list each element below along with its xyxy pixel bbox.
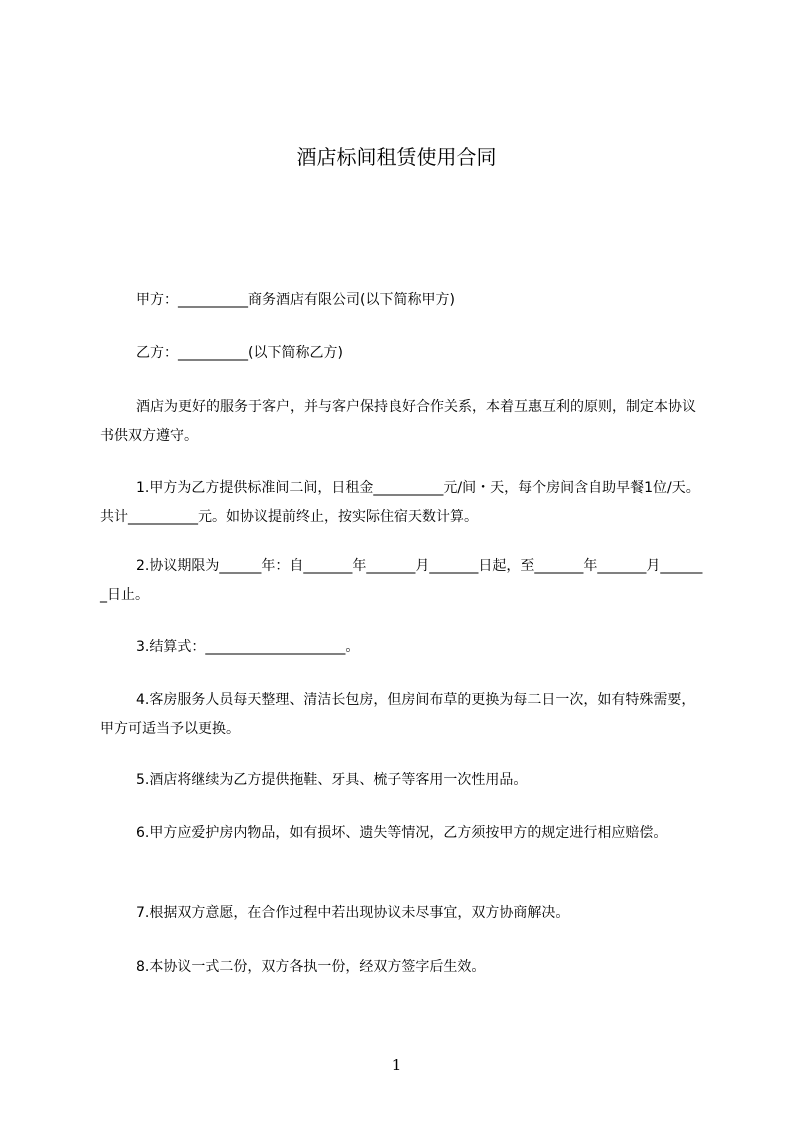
- page-number: 1: [391, 1056, 402, 1074]
- document-title: 酒店标间租赁使用合同: [296, 145, 497, 169]
- clause-4-paragraph: 4.客房服务人员每天整理、清洁长包房，但房间布草的更换为每二日一次，如有特殊需要，甲方可适当予以更换。: [100, 692, 696, 737]
- clause-1-paragraph: 1.甲方为乙方提供标准间二间，日租金__________元/间・天，每个房间含自助早餐1位/天。共计__________元。如协议提前终止，按实际住宿天数计算。: [100, 480, 700, 525]
- party-a-line: 甲方：__________商务酒店有限公司(以下简称甲方): [136, 292, 455, 308]
- preamble-paragraph: 酒店为更好的服务于客户，并与客户保持良好合作关系，本着互惠互利的原则，制定本协议书供双方遵守。: [100, 399, 696, 444]
- clause-5-paragraph: 5.酒店将继续为乙方提供拖鞋、牙具、梳子等客用一次性用品。: [136, 772, 528, 788]
- party-b-line: 乙方：__________(以下简称乙方): [136, 345, 343, 361]
- clause-2-paragraph: 2.协议期限为______年：自_______年_______月_______日起，至_______年_______月_______日止。: [100, 558, 703, 603]
- clause-6-paragraph: 6.甲方应爱护房内物品，如有损坏、遗失等情况，乙方须按甲方的规定进行相应赔偿。: [136, 825, 668, 841]
- clause-7-paragraph: 7.根据双方意愿，在合作过程中若出现协议未尽事宜，双方协商解决。: [136, 905, 570, 921]
- clause-8-paragraph: 8.本协议一式二份，双方各执一份，经双方签字后生效。: [136, 959, 486, 975]
- clause-3-paragraph: 3.结算式：____________________。: [136, 639, 360, 655]
